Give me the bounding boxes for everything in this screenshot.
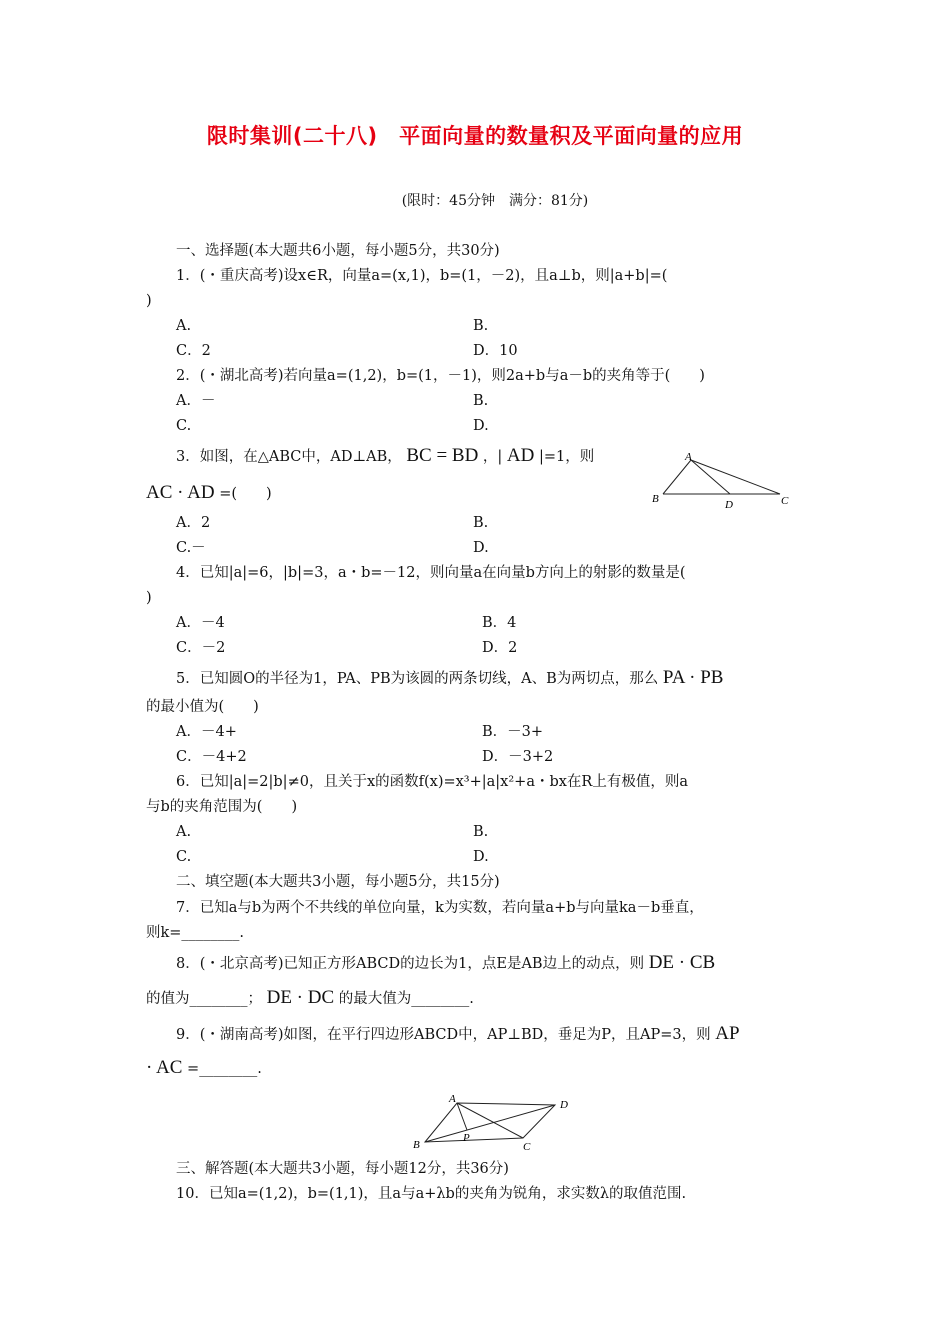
fig-label-b: B: [652, 493, 659, 505]
q9-vector-ac: · AC: [146, 1057, 183, 1078]
q5-option-a: A．－4+: [176, 724, 237, 740]
q8-stem-part3: 的最大值为________.: [338, 991, 474, 1007]
q2-option-a: A．－: [176, 393, 216, 409]
q2-stem: 2．(・湖北高考)若向量a=(1,2)，b=(1，－1)，则2a+b与a－b的夹角等于( ): [176, 368, 705, 384]
q3-option-c: C.－: [176, 540, 206, 556]
q3-stem-part4: =( ): [219, 486, 272, 502]
fig-label-d: D: [560, 1099, 568, 1111]
time-limit-note: (限时：45分钟 满分：81分): [401, 193, 589, 209]
fig-label-a: A: [449, 1093, 456, 1105]
q6-option-a: A.: [176, 824, 192, 840]
q1-option-d: D．10: [473, 343, 518, 359]
section-fill-heading: 二、填空题(本大题共3小题，每小题5分，共15分): [176, 874, 500, 890]
q5-option-b: B．－3+: [482, 724, 544, 740]
q2-option-c: C.: [176, 418, 192, 434]
q6-option-b: B.: [473, 824, 489, 840]
q4-stem-cont: ): [146, 590, 152, 606]
q1-option-a: A.: [176, 318, 192, 334]
q2-option-b: B.: [473, 393, 489, 409]
q9-vector-ap: AP: [715, 1023, 740, 1044]
q5-vector-pa-pb: PA · PB: [662, 667, 724, 688]
q1-option-b: B.: [473, 318, 489, 334]
q5-option-c: C．－4+2: [176, 749, 247, 765]
q5-stem: [176, 668, 723, 689]
q6-option-d: D.: [473, 849, 489, 865]
q4-option-c: C．－2: [176, 640, 226, 656]
q3-vector-ad: AD: [506, 445, 535, 466]
q1-stem-cont: ): [146, 293, 152, 309]
q1-option-c: C．2: [176, 343, 211, 359]
q9-stem-cont: [146, 1058, 262, 1079]
q3-stem-part2: ，|: [482, 449, 503, 465]
q4-option-a: A．－4: [176, 615, 225, 631]
fig-label-p: P: [463, 1132, 470, 1144]
q8-stem-part2: 的值为________；: [146, 991, 262, 1007]
q8-vector-de-dc: DE · DC: [266, 987, 335, 1008]
parallelogram-figure: [405, 1090, 585, 1154]
q3-stem-part1: 3．如图，在△ABC中，AD⊥AB，: [176, 449, 402, 465]
q5-option-d: D．－3+2: [482, 749, 554, 765]
q3-option-a: A．2: [176, 515, 211, 531]
section-solve-heading: 三、解答题(本大题共3小题，每小题12分，共36分): [176, 1161, 509, 1177]
q6-option-c: C.: [176, 849, 192, 865]
q3-option-b: B.: [473, 515, 489, 531]
section-choice-heading: 一、选择题(本大题共6小题，每小题5分，共30分): [176, 243, 500, 259]
q3-vector-bc-bd: BC = BD: [406, 445, 479, 466]
q3-stem-part3: |=1，则: [538, 449, 595, 465]
q2-option-d: D.: [473, 418, 489, 434]
q4-stem: 4．已知|a|=6，|b|=3，a・b=－12，则向量a在向量b方向上的射影的数量是(: [176, 565, 686, 581]
q8-stem-cont: [146, 988, 474, 1009]
q9-stem-part1: 9．(・湖南高考)如图，在平行四边形ABCD中，AP⊥BD，垂足为P，且AP=3，则: [176, 1027, 711, 1043]
q5-stem-cont: 的最小值为( ): [146, 699, 259, 715]
q9-stem: [176, 1024, 740, 1045]
fig-label-c: C: [523, 1141, 531, 1153]
q6-stem-cont: 与b的夹角范围为( ): [146, 799, 298, 815]
fig-label-c: C: [781, 495, 789, 507]
q4-option-b: B．4: [482, 615, 517, 631]
triangle-figure: [645, 448, 795, 514]
q7-stem-cont: 则k=________.: [146, 925, 245, 941]
q4-option-d: D．2: [482, 640, 518, 656]
q3-vector-ac-ad: AC · AD: [146, 482, 215, 503]
q3-stem: [176, 446, 594, 467]
q8-stem-part1: 8．(・北京高考)已知正方形ABCD的边长为1，点E是AB边上的动点，则: [176, 956, 645, 972]
q3-stem-cont: [146, 483, 272, 504]
page-title: 限时集训(二十八) 平面向量的数量积及平面向量的应用: [206, 124, 744, 148]
q9-stem-part2: =________.: [187, 1061, 262, 1077]
q10-stem: 10．已知a=(1,2)，b=(1,1)，且a与a+λb的夹角为锐角，求实数λ的取值范围.: [176, 1186, 687, 1202]
q3-option-d: D.: [473, 540, 489, 556]
q8-stem: [176, 953, 715, 974]
q8-vector-de-cb: DE · CB: [648, 952, 716, 973]
q5-stem-part1: 5．已知圆O的半径为1，PA、PB为该圆的两条切线，A、B为两切点，那么: [176, 671, 659, 687]
fig-label-d: D: [725, 499, 733, 511]
q7-stem: 7．已知a与b为两个不共线的单位向量，k为实数，若向量a+b与向量ka－b垂直，: [176, 900, 704, 916]
q1-stem: 1．(・重庆高考)设x∈R，向量a=(x,1)，b=(1，－2)，且a⊥b，则|a+b|=(: [176, 268, 668, 284]
q6-stem: 6．已知|a|=2|b|≠0，且关于x的函数f(x)=x³+|a|x²+a・bx在R上有极值，则a: [176, 774, 688, 790]
fig-label-b: B: [413, 1139, 420, 1151]
fig-label-a: A: [685, 451, 692, 463]
